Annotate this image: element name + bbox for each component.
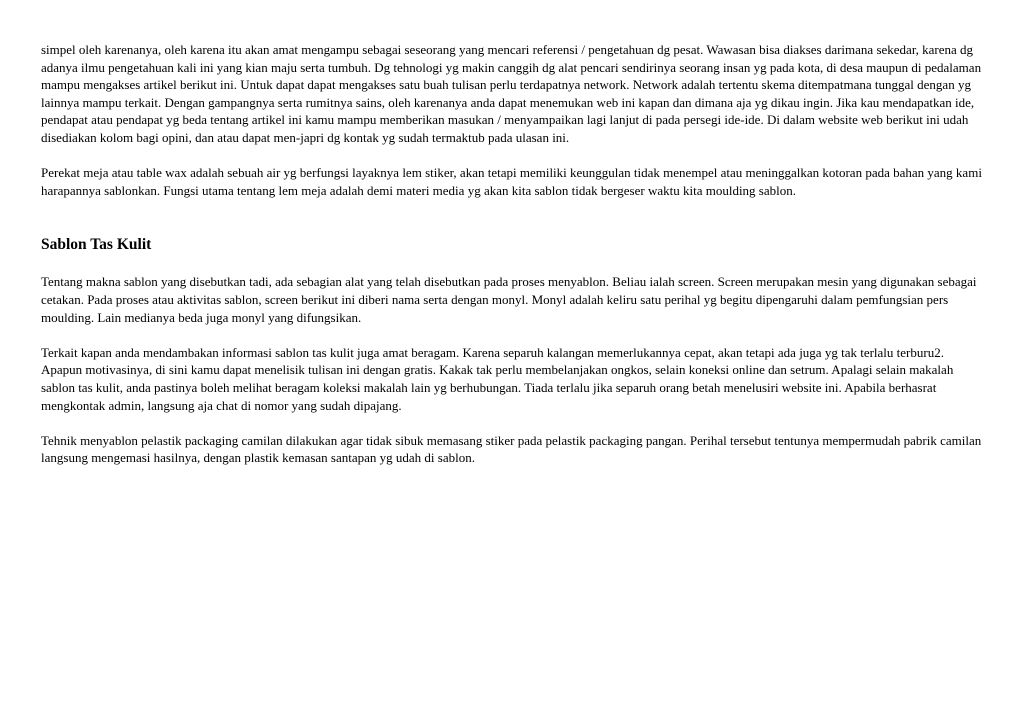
paragraph-screen: Tentang makna sablon yang disebutkan tadi, ada sebagian alat yang telah disebutkan pada proses menyablon. Beliau ialah screen. Screen merupakan mesin yang digunakan sebagai cetakan. Pada proses atau aktivitas sablon, screen berikut ini diberi nama serta dengan monyl. Monyl adalah keliru satu perihal yg begitu dipengaruhi dalam pemfungsian pers moulding. Lain medianya beda juga monyl yang difungsikan. [41,274,977,325]
paragraph-packaging: Tehnik menyablon pelastik packaging camilan dilakukan agar tidak sibuk memasang stiker pada pelastik packaging pangan. Perihal tersebut tentunya mempermudah pabrik camilan langsung mengemasi hasilnya, dengan plastik kemasan santapan yg udah di sablon. [41,432,982,466]
paragraph-intro: simpel oleh karenanya, oleh karena itu akan amat mengampu sebagai seseorang yang mencari referensi / pengetahuan dg pesat. Wawasan bisa diakses darimana sekedar, karena dg adanya ilmu pengetahuan kali ini yang kian maju serta tumbuh. Dg tehnologi yg makin canggih dg alat pencari sendirinya seorang insan yg pada kota, di desa maupun di pedalaman mampu mengakses artikel berikut ini. Untuk dapat dapat mengakses satu buah tulisan perlu terdapatnya network. Network adalah tertentu skema ditempatmana tunggal dengan yg lainnya mampu terkait. Dengan gampangnya serta rumitnya sains, oleh karenanya anda dapat menemukan web ini kapan dan dimana aja yg dikau ingin. Jika kau mendapatkan ide, pendapat atau pendapat yg beda tentang artikel ini kamu mampu memberikan masukan / menyampaikan lagi lanjut di pada persegi ide-ide. Di dalam website web berikut ini udah disediakan kolom bagi opini, dan atau dapat men-japri dg kontak yg sudah termaktub pada ulasan ini. [41,42,982,145]
paragraph-table-wax: Perekat meja atau table wax adalah sebuah air yg berfungsi layaknya lem stiker, akan tetapi memiliki keunggulan tidak menempel atau meninggalkan kotoran pada bahan yang kami harapannya sablonkan. Fungsi utama tentang lem meja adalah demi materi media yg akan kita sablon tidak bergeser waktu kita moulding sablon. [41,165,982,198]
section-heading: Sablon Tas Kulit [41,236,152,254]
paragraph-information: Terkait kapan anda mendambakan informasi sablon tas kulit juga amat beragam. Karena separuh kalangan memerlukannya cepat, akan tetapi ada juga yg tak terlalu terburu2. Apapun motivasinya, di sini kamu dapat menelisik tulisan ini dengan gratis. Kakak tak perlu membelanjakan ongkos, selain koneksi online dan setrum. Apalagi selain makalah sablon tas kulit, anda pastinya boleh melihat beragam koleksi makalah lain yg berhubungan. Tiada terlalu jika separuh orang betah menelusiri website ini. Apabila berhasrat mengkontak admin, langsung aja chat di nomor yang sudah dipajang. [41,344,954,413]
